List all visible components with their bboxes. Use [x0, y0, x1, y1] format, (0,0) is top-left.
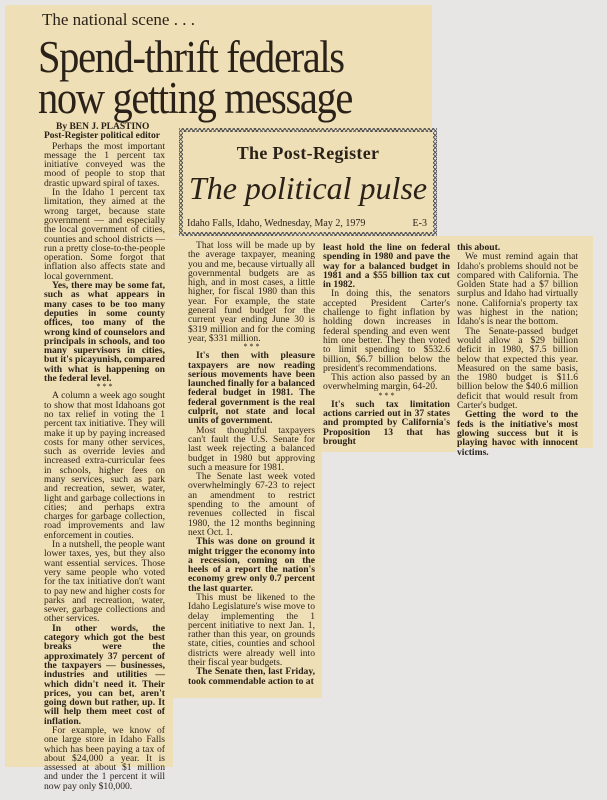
article-paragraph: It's such tax limitation actions carried out in 37 states and prompted by California's Proposition 13 that has brought: [323, 398, 450, 447]
article-paragraph: In a nutshell, the people want lower taxes, yes, but they also want essential services. Those very same people who voted for the tax initiative don't want to pay new and higher costs for parks and recreation, water, sewer, garbage collections and other services.: [44, 539, 165, 625]
article-column-2: [188, 241, 315, 686]
article-paragraph: Getting the word to the feds is the initiative's most glowing success but it is playing havoc with innocent victims.: [457, 409, 578, 458]
article-paragraph: Perhaps the most important message the 1 percent tax initiative conveyed was the mood of people to stop that drastic upward spiral of taxes.: [44, 140, 165, 189]
article-paragraph: Most thoughtful taxpayers can't fault the U.S. Senate for last week rejecting a balanced budget in 1980 but approving such a measure for 1981.: [188, 424, 315, 473]
article-paragraph: In the Idaho 1 percent tax limitation, they aimed at the wrong target, because state government — and especially the local government of cities, counties and school districts — run a pretty close-to-the-people operation. Some forgot that inflation also affects state and local government.: [44, 187, 165, 282]
headline-line-1: Spend-thrift federals: [38, 32, 344, 82]
section-separator: * * *: [96, 382, 113, 392]
article-paragraph: this about.: [457, 242, 501, 253]
date-text: Idaho Falls, Idaho, Wednesday, May 2, 1979: [187, 218, 366, 229]
article-paragraph: For example, we know of one large store in Idaho Falls which has been paying a tax of about $24,000 a year. It is assessed at about $1 million and under the 1 percent it will now pay only $10,000.: [44, 725, 165, 792]
article-paragraph: least hold the line on federal spending in 1980 and pave the way for a balanced budget in 1981 and a $55 billion tax cut in 1982.: [323, 242, 450, 291]
section-separator: * * *: [378, 390, 395, 400]
headline-line-2: now getting message: [38, 73, 353, 123]
article-paragraph: In other words, the category which got the best breaks were the approximately 37 percent of the taxpayers — businesses, industries and utilities — which didn't need it. Their prices, you can bet, aren't going down but rather, up. It will help them meet cost of inflation.: [44, 622, 165, 727]
article-column-1: [44, 123, 165, 791]
article-paragraph: A column a week ago sought to show that most Idahoans got no tax relief in voting the 1 percent tax initiative. They will make it up by paying increased costs for many other services, such as override levies and increased extra-curricular fees in schools, higher fees on many services, such as park and recreation, sewer, water, light and garbage collections in cities; and perhaps extra charges for garbage collection, road improvements and law enforcement in couties.: [44, 390, 165, 541]
column-title: The political pulse: [188, 170, 428, 206]
article-paragraph: This was done on ground it might trigger the economy into a recession, coming on the heels of a report the nation's economy grew only 0.7 percent the last quarter.: [188, 536, 315, 594]
article-paragraph: We must remind again that Idaho's problems should not be compared with California. The Golden State had a $7 billion surplus and Idaho had virtually none. California's property tax was highest in the nation; Idaho's is near the bottom.: [457, 251, 578, 328]
section-separator: * * *: [243, 342, 260, 352]
section-kicker: The national scene . . .: [42, 10, 195, 29]
byline-role: Post-Register political editor: [44, 131, 160, 142]
article-column-3: [323, 243, 450, 446]
masthead-box: [179, 128, 437, 236]
article-paragraph: The Senate last week voted overwhelmingly 67-23 to reject an amendment to restrict spending to the amount of revenues collected in fiscal 1980, the 12 months beginning next Oct. 1.: [188, 471, 315, 538]
article-paragraph: That loss will be made up by the average taxpayer, meaning you and me, because virtually all governmental budgets are as high, and in most cases, a little higher, for fiscal 1980 than this year. For example, the state general fund budget for the current year ending June 30 is $319 million and for the coming year, $331 million.: [188, 240, 315, 344]
article-paragraph: It's then with pleasure taxpayers are now reading serious movements have been launched finally for a balanced federal budget in 1981. The federal government is the real culprit, not state and local units of government.: [188, 350, 315, 427]
article-paragraph: The Senate-passed budget would allow a $29 billion deficit in 1980, $7.5 billion below that expected this year. Measured on the same basis, the 1980 budget is $11.6 billion below the $40.6 million deficit that would result from Carter's budget.: [457, 325, 578, 412]
article-column-4: [457, 243, 578, 457]
dateline: [187, 218, 427, 229]
newspaper-name: The Post-Register: [236, 143, 380, 163]
byline-author: By BEN J. PLASTINO: [56, 122, 150, 132]
article-paragraph: Yes, there may be some fat, such as what appears in many cases to be too many deputies in some county offices, too many of the wrong kind of counselors and principals in schools, and too many supervisors in cities, but it's picayunish, compared with what is happening on the federal level.: [44, 280, 165, 385]
article-paragraph: The Senate then, last Friday, took commendable action to at: [188, 666, 315, 687]
article-paragraph: This must be likened to the Idaho Legislature's wise move to delay implementing the 1 percent initiative to next Jan. 1, rather than this year, on grounds state, cities, counties and school districts were already well into their fiscal year budgets.: [188, 591, 315, 669]
page-number: E-3: [412, 218, 427, 229]
article-paragraph: In doing this, the senators accepted President Carter's challenge to fight inflation by holding down increases in federal spending and even went him one better. They then voted to limit spending to $532.6 billion, $6.7 billion below the president's recommendations.: [323, 288, 450, 374]
article-paragraph: This action also passed by an overwhelming margin, 64-20.: [323, 372, 450, 393]
